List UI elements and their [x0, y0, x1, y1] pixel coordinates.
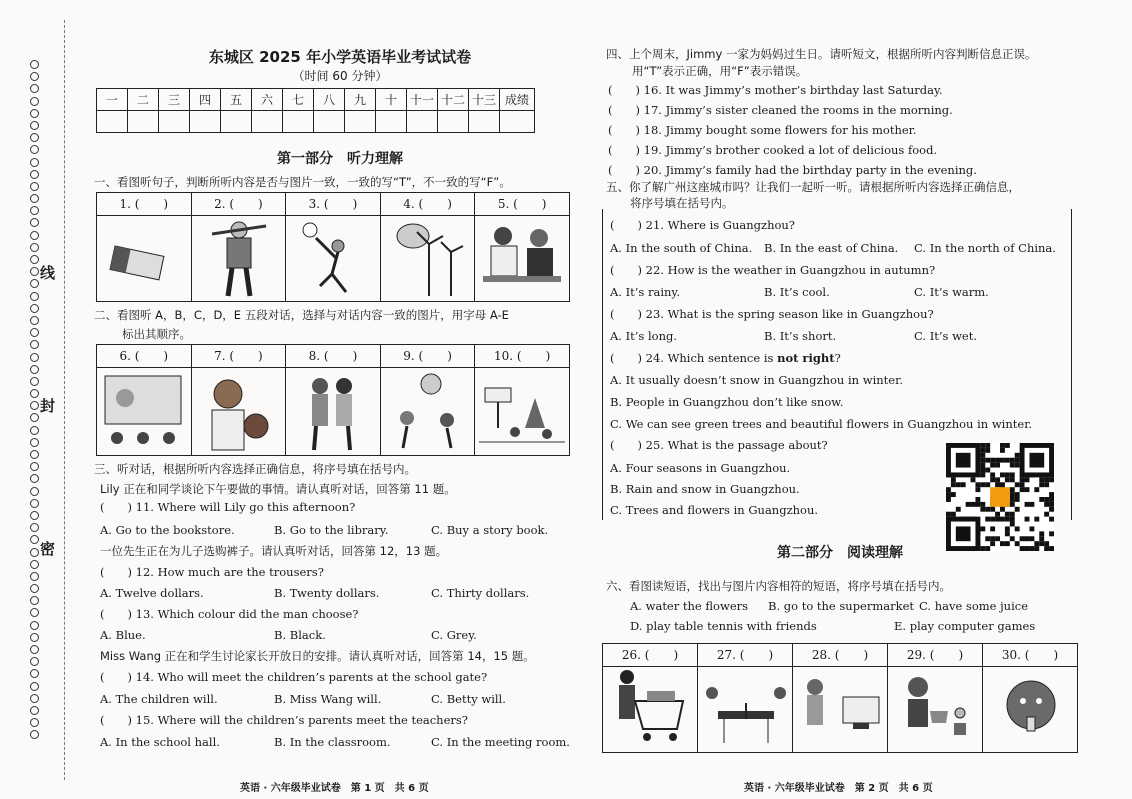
- q22-option-b: B. It’s cool.: [764, 285, 830, 299]
- binding-label-xian: 线: [40, 264, 56, 282]
- answer-slot-26[interactable]: 26. ( ): [603, 644, 697, 667]
- score-cell[interactable]: [407, 111, 438, 133]
- kids-playing-picture: [381, 368, 475, 455]
- q15-stem: ( ) 15. Where will the children’s parents meet the teachers?: [100, 713, 468, 727]
- volleyball-picture: [286, 216, 380, 301]
- q24-stem-post: ?: [834, 351, 841, 365]
- score-header: 十: [376, 89, 407, 111]
- score-header: 一: [97, 89, 128, 111]
- q22-option-c: C. It’s warm.: [914, 285, 989, 299]
- sec6-cell-27: [698, 644, 793, 752]
- sec2-heading-2: 标出其顺序。: [122, 327, 191, 341]
- binding-hole: [30, 304, 39, 313]
- score-header: 十三: [469, 89, 500, 111]
- q11-stem: ( ) 11. Where will Lily go this afternoon?: [100, 500, 356, 514]
- binding-hole: [30, 60, 39, 69]
- exam-title: 东城区 2025 年小学英语毕业考试试卷: [208, 48, 472, 66]
- binding-hole: [30, 621, 39, 630]
- answer-slot-27[interactable]: 27. ( ): [698, 644, 792, 667]
- answer-slot-1[interactable]: 1. ( ): [97, 193, 191, 216]
- binding-line: [64, 20, 65, 780]
- q13-stem: ( ) 13. Which colour did the man choose?: [100, 607, 359, 621]
- binding-hole: [30, 401, 39, 410]
- sec1-image-row: [96, 192, 570, 302]
- binding-hole: [30, 206, 39, 215]
- qr-code: [945, 443, 1055, 551]
- binding-label-mi: 密: [40, 540, 56, 558]
- score-cell[interactable]: [252, 111, 283, 133]
- q22-stem: ( ) 22. How is the weather in Guangzhou in autumn?: [610, 263, 936, 277]
- dentist-picture: [192, 368, 286, 455]
- binding-hole: [30, 121, 39, 130]
- score-cell[interactable]: [345, 111, 376, 133]
- q12-option-b: B. Twenty dollars.: [274, 586, 380, 600]
- score-cell[interactable]: [376, 111, 407, 133]
- q13-option-a: A. Blue.: [100, 628, 146, 642]
- score-header: 九: [345, 89, 376, 111]
- score-cell[interactable]: [221, 111, 252, 133]
- q25-stem: ( ) 25. What is the passage about?: [610, 438, 828, 452]
- part1-title: 第一部分 听力理解: [277, 151, 403, 167]
- score-cell[interactable]: [283, 111, 314, 133]
- answer-slot-9[interactable]: 9. ( ): [381, 345, 475, 368]
- q23-option-b: B. It’s short.: [764, 329, 837, 343]
- q12-stem: ( ) 12. How much are the trousers?: [100, 565, 324, 579]
- binding-margin: [0, 0, 80, 799]
- drinking-juice-picture: [983, 667, 1077, 752]
- binding-hole: [30, 462, 39, 471]
- answer-slot-7[interactable]: 7. ( ): [192, 345, 286, 368]
- sec1-cell-2: [192, 193, 287, 301]
- binding-hole: [30, 292, 39, 301]
- answer-slot-28[interactable]: 28. ( ): [793, 644, 887, 667]
- binding-hole: [30, 645, 39, 654]
- sec1-heading: 一、看图听句子，判断所听内容是否与图片一致，一致的写“T”，不一致的写“F”。: [94, 175, 511, 189]
- binding-hole: [30, 84, 39, 93]
- q11-option-a: A. Go to the bookstore.: [100, 523, 235, 537]
- q12-option-c: C. Thirty dollars.: [431, 586, 530, 600]
- binding-hole: [30, 596, 39, 605]
- score-header-total: 成绩: [500, 89, 535, 111]
- binding-hole: [30, 377, 39, 386]
- sec4-heading-2: 用“T”表示正确，用“F”表示错误。: [632, 64, 808, 78]
- q23-option-c: C. It’s wet.: [914, 329, 978, 343]
- binding-hole: [30, 109, 39, 118]
- answer-slot-5[interactable]: 5. ( ): [475, 193, 569, 216]
- binding-hole: [30, 633, 39, 642]
- sec6-option-c: C. have some juice: [919, 599, 1029, 613]
- sec6-option-b: B. go to the supermarket: [768, 599, 915, 613]
- sec1-cell-4: [381, 193, 476, 301]
- binding-hole: [30, 158, 39, 167]
- answer-slot-3[interactable]: 3. ( ): [286, 193, 380, 216]
- binding-hole: [30, 706, 39, 715]
- q17: ( ) 17. Jimmy’s sister cleaned the rooms in the morning.: [608, 103, 953, 117]
- q25-option-a: A. Four seasons in Guangzhou.: [610, 461, 791, 475]
- binding-hole: [30, 572, 39, 581]
- shopping-cart-picture: [603, 667, 697, 752]
- binding-hole: [30, 182, 39, 191]
- q24-stem: [610, 351, 841, 365]
- q11-option-c: C. Buy a story book.: [431, 523, 549, 537]
- q13-option-c: C. Grey.: [431, 628, 477, 642]
- binding-hole: [30, 316, 39, 325]
- sec3-intro-1: Lily 正在和同学谈论下午要做的事情。请认真听对话，回答第 11 题。: [100, 482, 456, 496]
- q15-option-a: A. In the school hall.: [100, 735, 220, 749]
- sec3-heading: 三、听对话，根据所听内容选择正确信息，将序号填在括号内。: [94, 462, 416, 476]
- sec4-heading-1: 四、上个周末，Jimmy 一家为妈妈过生日。请听短文，根据所听内容判断信息正误。: [606, 47, 1037, 61]
- binding-hole: [30, 340, 39, 349]
- score-header: 二: [128, 89, 159, 111]
- binding-hole: [30, 511, 39, 520]
- q19: ( ) 19. Jimmy’s brother cooked a lot of delicious food.: [608, 143, 938, 157]
- q24-option-c: C. We can see green trees and beautiful flowers in Guangzhou in winter.: [610, 417, 1033, 431]
- binding-hole: [30, 97, 39, 106]
- sec2-image-row: [96, 344, 570, 456]
- classroom-screen-picture: [97, 368, 191, 455]
- answer-slot-6[interactable]: 6. ( ): [97, 345, 191, 368]
- sec5-heading-2: 将序号填在括号内。: [630, 196, 734, 210]
- binding-hole: [30, 279, 39, 288]
- binding-hole: [30, 474, 39, 483]
- binding-hole: [30, 730, 39, 739]
- q14-stem: ( ) 14. Who will meet the children’s parents at the school gate?: [100, 670, 488, 684]
- score-cell-total[interactable]: [500, 111, 535, 133]
- sec6-heading: 六、看图读短语，找出与图片内容相符的短语，将序号填在括号内。: [606, 579, 951, 593]
- score-cell[interactable]: [128, 111, 159, 133]
- q21-option-c: C. In the north of China.: [914, 241, 1056, 255]
- sec2-cell-8: [286, 345, 381, 455]
- score-header: 十一: [407, 89, 438, 111]
- watering-flowers-picture: [888, 667, 982, 752]
- binding-hole: [30, 133, 39, 142]
- sec3-intro-2: 一位先生正在为儿子选购裤子。请认真听对话，回答第 12，13 题。: [100, 544, 448, 558]
- binding-hole: [30, 682, 39, 691]
- sec6-cell-28: [793, 644, 888, 752]
- footer-right: 英语 · 六年级毕业试卷 第 2 页 共 6 页: [744, 783, 933, 794]
- sec6-option-e: E. play computer games: [894, 619, 1036, 633]
- answer-slot-4[interactable]: 4. ( ): [381, 193, 475, 216]
- binding-hole: [30, 608, 39, 617]
- windmill-picture: [381, 216, 475, 301]
- sec6-cell-29: [888, 644, 983, 752]
- q24-option-a: A. It usually doesn’t snow in Guangzhou in winter.: [610, 373, 903, 387]
- binding-hole: [30, 170, 39, 179]
- binding-hole: [30, 548, 39, 557]
- sec6-cell-30: [983, 644, 1077, 752]
- q24-option-b: B. People in Guangzhou don’t like snow.: [610, 395, 844, 409]
- binding-hole: [30, 669, 39, 678]
- score-header: 四: [190, 89, 221, 111]
- q11-option-b: B. Go to the library.: [274, 523, 389, 537]
- q15-option-c: C. In the meeting room.: [431, 735, 570, 749]
- score-cell[interactable]: [438, 111, 469, 133]
- sec1-cell-3: [286, 193, 381, 301]
- binding-hole: [30, 365, 39, 374]
- sec6-cell-26: [603, 644, 698, 752]
- score-header: 七: [283, 89, 314, 111]
- friends-picture: [286, 368, 380, 455]
- score-header: 六: [252, 89, 283, 111]
- q15-option-b: B. In the classroom.: [274, 735, 391, 749]
- binding-hole: [30, 718, 39, 727]
- eraser-picture: [97, 216, 191, 301]
- sec6-option-a: A. water the flowers: [630, 599, 749, 613]
- binding-hole: [30, 535, 39, 544]
- sec6-option-d: D. play table tennis with friends: [630, 619, 817, 633]
- score-header: 十二: [438, 89, 469, 111]
- q20: ( ) 20. Jimmy’s family had the birthday party in the evening.: [608, 163, 977, 177]
- q23-option-a: A. It’s long.: [610, 329, 678, 343]
- answer-slot-30[interactable]: 30. ( ): [983, 644, 1077, 667]
- binding-hole: [30, 194, 39, 203]
- binding-hole: [30, 231, 39, 240]
- score-cell[interactable]: [314, 111, 345, 133]
- binding-hole: [30, 438, 39, 447]
- sec2-cell-6: [97, 345, 192, 455]
- q21-option-b: B. In the east of China.: [764, 241, 899, 255]
- binding-label-feng: 封: [40, 397, 56, 415]
- score-header: 三: [159, 89, 190, 111]
- binding-hole: [30, 499, 39, 508]
- binding-hole: [30, 657, 39, 666]
- binding-hole: [30, 584, 39, 593]
- q14-option-a: A. The children will.: [100, 692, 218, 706]
- binding-hole: [30, 218, 39, 227]
- binding-hole: [30, 243, 39, 252]
- binding-hole: [30, 353, 39, 362]
- part2-title: 第二部分 阅读理解: [777, 545, 903, 561]
- answer-slot-2[interactable]: 2. ( ): [192, 193, 286, 216]
- binding-hole: [30, 267, 39, 276]
- binding-hole: [30, 145, 39, 154]
- q14-option-c: C. Betty will.: [431, 692, 506, 706]
- q13-option-b: B. Black.: [274, 628, 326, 642]
- score-cell[interactable]: [97, 111, 128, 133]
- footer-left: 英语 · 六年级毕业试卷 第 1 页 共 6 页: [240, 783, 429, 794]
- binding-hole: [30, 450, 39, 459]
- q18: ( ) 18. Jimmy bought some flowers for his mother.: [608, 123, 917, 137]
- q16: ( ) 16. It was Jimmy’s mother’s birthday last Saturday.: [608, 83, 943, 97]
- answer-slot-10[interactable]: 10. ( ): [475, 345, 569, 368]
- q23-stem: ( ) 23. What is the spring season like in Guangzhou?: [610, 307, 934, 321]
- binding-hole: [30, 413, 39, 422]
- binding-hole: [30, 487, 39, 496]
- binding-hole: [30, 255, 39, 264]
- answer-slot-29[interactable]: 29. ( ): [888, 644, 982, 667]
- q21-stem: ( ) 21. Where is Guangzhou?: [610, 218, 795, 232]
- table-tennis-picture: [698, 667, 792, 752]
- q12-option-a: A. Twelve dollars.: [100, 586, 204, 600]
- q14-option-b: B. Miss Wang will.: [274, 692, 382, 706]
- sec2-cell-7: [192, 345, 287, 455]
- sec3-intro-3: Miss Wang 正在和学生讨论家长开放日的安排。请认真听对话，回答第 14，15 题。: [100, 649, 535, 663]
- q25-option-c: C. Trees and flowers in Guangzhou.: [610, 503, 819, 517]
- binding-hole: [30, 560, 39, 569]
- score-cell[interactable]: [159, 111, 190, 133]
- sec2-cell-10: [475, 345, 569, 455]
- binding-hole: [30, 426, 39, 435]
- q24-stem-pre: ( ) 24. Which sentence is: [610, 351, 778, 365]
- q25-option-b: B. Rain and snow in Guangzhou.: [610, 482, 800, 496]
- park-picture: [475, 368, 569, 455]
- score-header: 八: [314, 89, 345, 111]
- exam-subtitle: （时间 60 分钟）: [292, 69, 388, 83]
- worker-picture: [192, 216, 286, 301]
- sec2-heading-1: 二、看图听 A，B，C，D，E 五段对话，选择与对话内容一致的图片，用字母 A-E: [94, 308, 509, 322]
- q22-option-a: A. It’s rainy.: [610, 285, 681, 299]
- score-cell[interactable]: [469, 111, 500, 133]
- q24-stem-bold: not right: [777, 351, 835, 365]
- sec6-image-row: [602, 643, 1078, 753]
- binding-hole: [30, 694, 39, 703]
- sec5-heading-1: 五、你了解广州这座城市吗？让我们一起听一听。请根据所听内容选择正确信息，: [606, 180, 1020, 194]
- computer-games-picture: [793, 667, 887, 752]
- sec2-cell-9: [381, 345, 476, 455]
- score-cell[interactable]: [190, 111, 221, 133]
- sec1-cell-5: [475, 193, 569, 301]
- sec1-cell-1: [97, 193, 192, 301]
- doctor-picture: [475, 216, 569, 301]
- q21-option-a: A. In the south of China.: [610, 241, 753, 255]
- answer-slot-8[interactable]: 8. ( ): [286, 345, 380, 368]
- binding-hole: [30, 523, 39, 532]
- score-table: [96, 88, 535, 133]
- binding-hole: [30, 72, 39, 81]
- binding-hole: [30, 328, 39, 337]
- score-header: 五: [221, 89, 252, 111]
- binding-hole: [30, 389, 39, 398]
